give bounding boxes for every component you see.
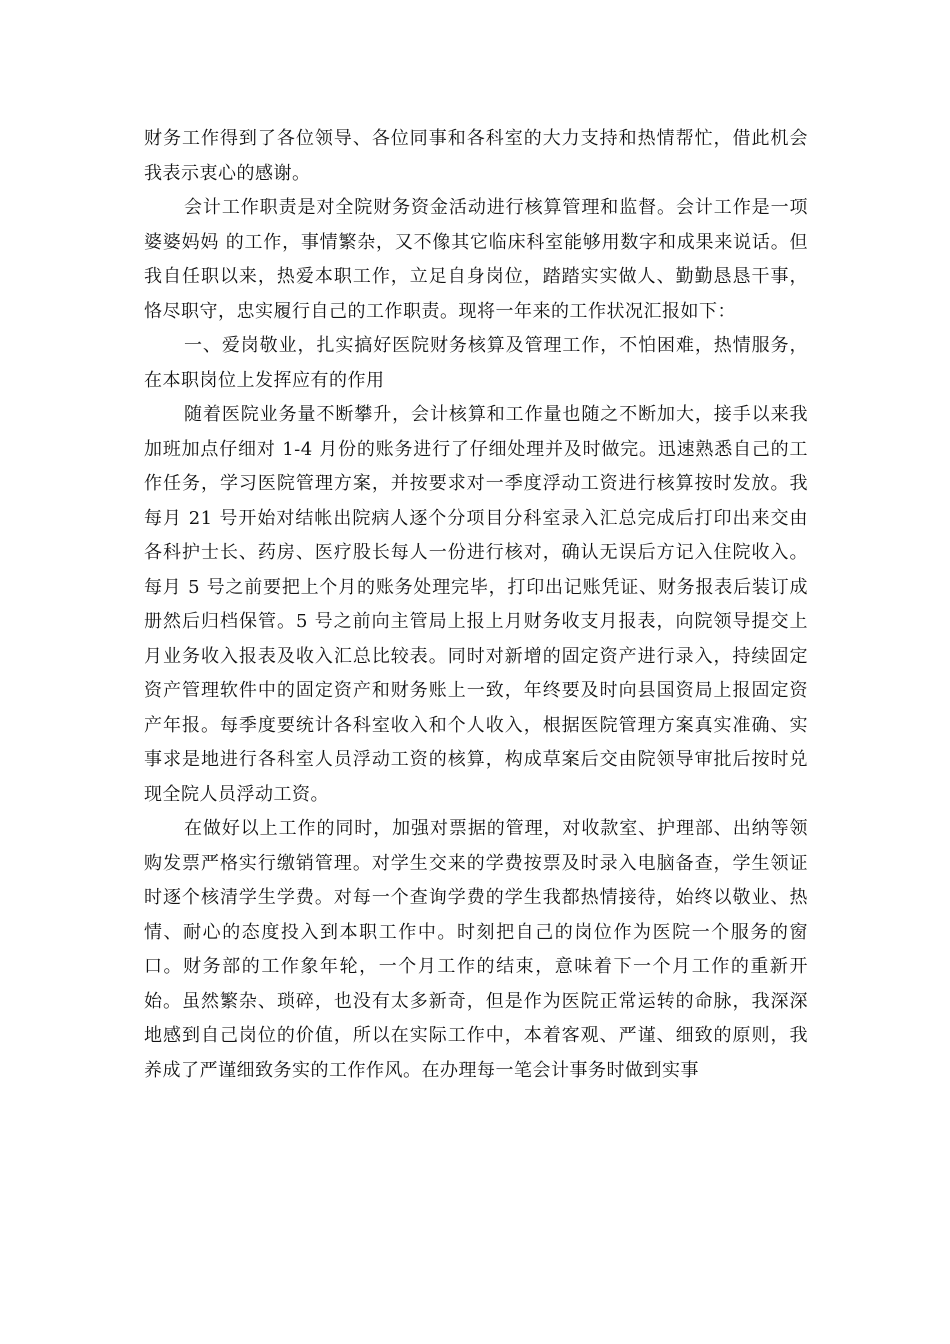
document-body: [144, 122, 808, 1088]
paragraph-invoice-management: 在做好以上工作的同时，加强对票据的管理，对收款室、护理部、出纳等领购发票严格实行缴销管理。对学生交来的学费按票及时录入电脑备查，学生领证时逐个核清学生学费。对每一个查询学费的学生我都热情接待，始终以敬业、热情、耐心的态度投入到本职工作中。时刻把自己的岗位作为医院一个服务的窗口。财务部的工作象年轮，一个月工作的结束，意味着下一个月工作的重新开始。虽然繁杂、琐碎，也没有太多新奇，但是作为医院正常运转的命脉，我深深地感到自己岗位的价值，所以在实际工作中，本着客观、严谨、细致的原则，我养成了严谨细致务实的工作作风。在办理每一笔会计事务时做到实事: [144, 818, 808, 1081]
paragraph-accounting-work: 随着医院业务量不断攀升，会计核算和工作量也随之不断加大，接手以来我加班加点仔细对 1-4 月份的账务进行了仔细处理并及时做完。迅速熟悉自己的工作任务，学习医院管理方案，并按要求对一季度浮动工资进行核算按时发放。我每月 21 号开始对结帐出院病人逐个分项目分科室录入汇总完成后打印出来交由各科护士长、药房、医疗股长每人一份进行核对，确认无误后方记入住院收入。每月 5 号之前要把上个月的账务处理完毕，打印出记账凭证、财务报表后装订成册然后归档保管。5 号之前向主管局上报上月财务收支月报表，向院领导提交上月业务收入报表及收入汇总比较表。同时对新增的固定资产进行录入，持续固定资产管理软件中的固定资产和财务账上一致，年终要及时向县国资局上报固定资产年报。每季度要统计各科室收入和个人收入，根据医院管理方案真实准确、实事求是地进行各科室人员浮动工资的核算，构成草案后交由院领导审批后按时兑现全院人员浮动工资。: [144, 404, 808, 805]
paragraph-continuation: 财务工作得到了各位领导、各位同事和各科室的大力支持和热情帮忙，借此机会我表示衷心的感谢。: [144, 128, 808, 184]
section-heading-1: 一、爱岗敬业，扎实搞好医院财务核算及管理工作，不怕困难，热情服务，在本职岗位上发挥应有的作用: [144, 335, 808, 391]
paragraph-job-duties: 会计工作职责是对全院财务资金活动进行核算管理和监督。会计工作是一项 婆婆妈妈 的工作，事情繁杂，又不像其它临床科室能够用数字和成果来说话。但我自任职以来，热爱本职工作，立足自身岗位，踏踏实实做人、勤勤恳恳干事，恪尽职守，忠实履行自己的工作职责。现将一年来的工作状况汇报如下：: [144, 197, 808, 322]
